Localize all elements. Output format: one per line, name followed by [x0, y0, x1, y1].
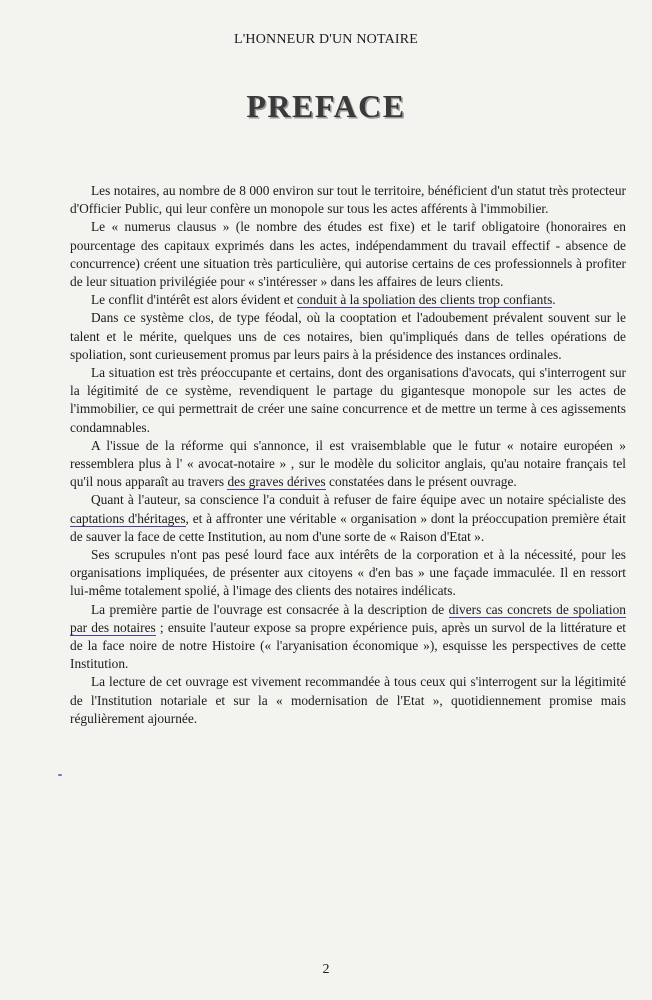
paragraph-text: A l'issue de la réforme qui s'annonce, il est vraisemblable que le futur « notaire européen » ressemblera plus à l' « avocat-notaire » , sur le modèle du solicitor anglais, qu'au notaire français tel qu'il nous apparaît au travers: [70, 437, 626, 490]
paragraph-text: , et à affronter une véritable « organisation » dont la préoccupation première était de sauver la face de cette Institution, au nom d'une sorte de « Raison d'Etat ».: [70, 510, 627, 544]
paragraph: [70, 309, 626, 364]
page-title: PREFACE: [246, 88, 406, 124]
paragraph-text: Ses scrupules n'ont pas pesé lourd face aux intérêts de la corporation et à la nécessité, pour les organisations impliquées, de présenter aux citoyens « d'en bas » une façade immaculée. Il en ressort lui-même totalement spolié, à l'image des clients des notaires indélicats.: [70, 547, 626, 599]
paragraph-text: La lecture de cet ouvrage est vivement recommandée à tous ceux qui s'interrogent sur la légitimité de l'Institution notariale et sur la « modernisation de l'Etat », quotidiennement promise mais régulièrement ajournée.: [70, 674, 626, 726]
paragraph: [70, 291, 626, 309]
paragraph: [70, 491, 626, 546]
paragraph-text: constatées dans le présent ouvrage.: [325, 474, 517, 490]
underlined-phrase: captations d'héritages: [70, 510, 186, 526]
preface-body: [70, 182, 626, 728]
paragraph: [70, 601, 626, 674]
paragraph-text: La situation est très préoccupante et certains, dont des organisations d'avocats, qui s'interrogent sur la légitimité de ce système, revendiquent le partage du gigantesque monopole sur les actes de l'immobilier, ce qui permettrait de créer une saine concurrence et de mettre un terme à ces agissements condamnables.: [70, 365, 626, 435]
pen-dot-mark: [58, 774, 62, 776]
paragraph-text: .: [552, 292, 556, 308]
paragraph-text: ; ensuite l'auteur expose sa propre expérience puis, après un survol de la littérature et de la face noire de notre Histoire (« l'aryanisation économique »), esquisse les perspectives de cette Institution.: [70, 619, 626, 672]
running-title: L'HONNEUR D'UN NOTAIRE: [233, 32, 419, 47]
paragraph: [70, 673, 626, 728]
paragraph: [70, 218, 626, 291]
paragraph-text: Quant à l'auteur, sa conscience l'a conduit à refuser de faire équipe avec un notaire spécialiste des: [91, 492, 626, 508]
paragraph-text: Dans ce système clos, de type féodal, où la cooptation et l'adoubement prévalent souvent sur le talent et le mérite, quelques uns de ces notaires, bien qu'impliqués dans de telles opérations de spoliation, sont curieusement promus par leurs pairs à la présidence des instances ordinales.: [70, 310, 626, 362]
paragraph-text: Le conflit d'intérêt est alors évident et: [91, 292, 297, 308]
underlined-phrase: des graves dérives: [227, 474, 326, 490]
paragraph: [70, 437, 626, 492]
paragraph-text: La première partie de l'ouvrage est consacrée à la description de: [91, 601, 449, 617]
paragraph-text: Le « numerus clausus » (le nombre des études est fixe) et le tarif obligatoire (honoraires en pourcentage des capitaux exprimés dans les actes, indépendamment du travail effectif - absence de concurrence) créent une situation très particulière, qui autorise certains de ces professionnels à profiter de leur situation privilégiée pour « s'intéresser » dans les affaires de leurs clients.: [70, 219, 626, 290]
paragraph-text: Les notaires, au nombre de 8 000 environ sur tout le territoire, bénéficient d'un statut très protecteur d'Officier Public, qui leur confère un monopole sur tous les actes afférents à l'immobilier.: [70, 183, 626, 217]
paragraph: [70, 182, 626, 218]
underlined-phrase: divers cas concrets de spoliation par des notaires: [70, 601, 626, 635]
paragraph: [70, 546, 626, 601]
paragraph: [70, 364, 626, 437]
page-number: 2: [322, 962, 330, 977]
underlined-phrase: conduit à la spoliation des clients trop confiants: [296, 292, 553, 308]
